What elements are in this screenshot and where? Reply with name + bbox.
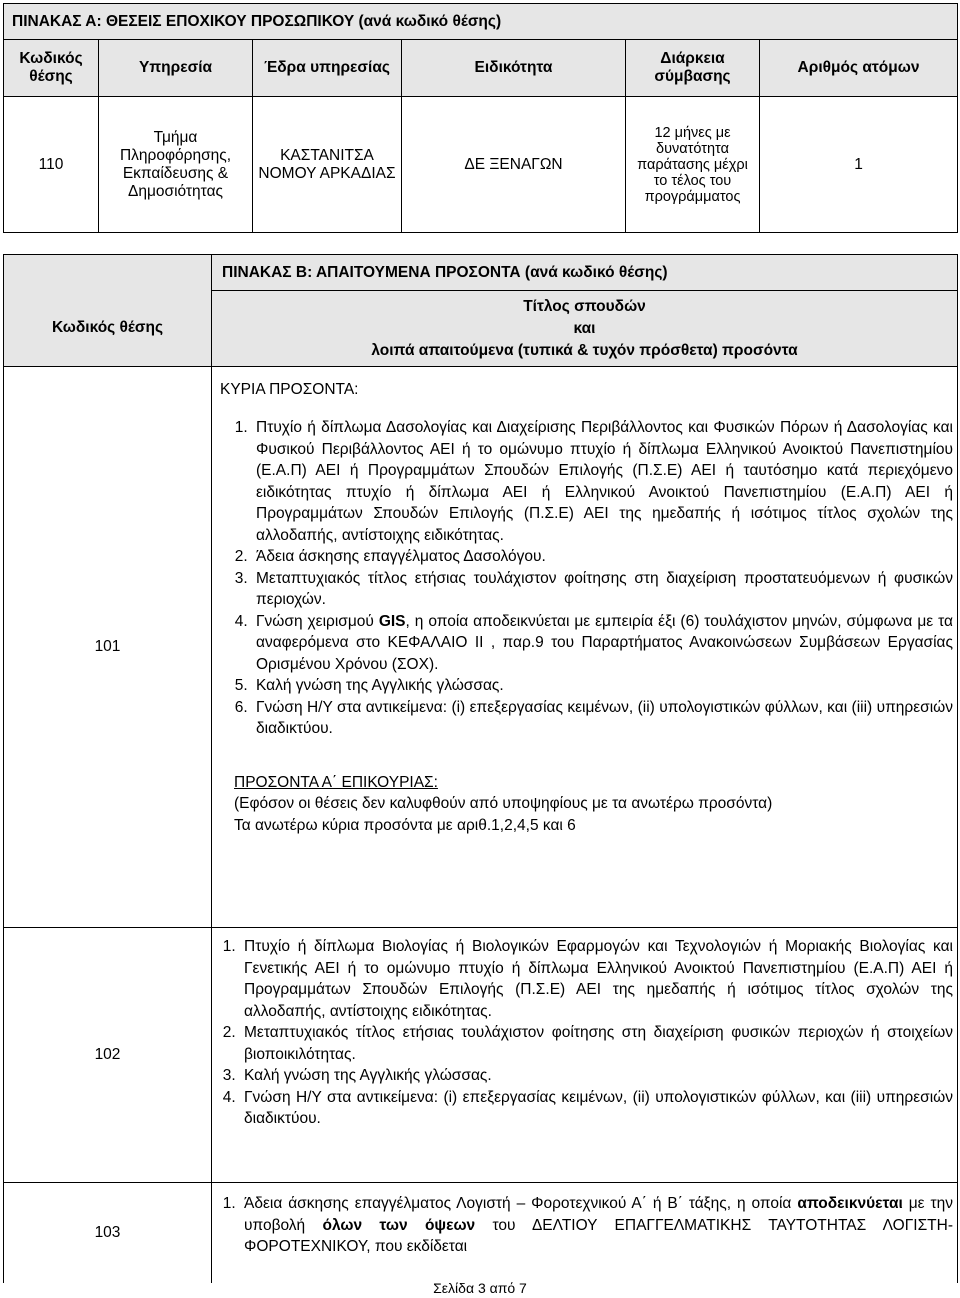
header-specialty: Ειδικότητα bbox=[402, 40, 626, 97]
header-service: Υπηρεσία bbox=[99, 40, 253, 97]
row102-requirements bbox=[212, 928, 958, 1183]
header-req-line2: και bbox=[573, 319, 596, 337]
row-seat: ΚΑΣΤΑΝΙΤΣΑ ΝΟΜΟΥ ΑΡΚΑΔΙΑΣ bbox=[253, 97, 402, 233]
table-a-title: ΠΙΝΑΚΑΣ Α: ΘΕΣΕΙΣ ΕΠΟΧΙΚΟΥ ΠΡΟΣΩΠΙΚΟΥ (ανά κωδικό θέσης) bbox=[4, 4, 958, 40]
row102-list bbox=[212, 936, 953, 1130]
row-code: 110 bbox=[4, 97, 99, 233]
row-duration: 12 μήνες με δυνατότητα παράτασης μέχρι το τέλος του προγράμματος bbox=[626, 97, 760, 233]
header-req-line3: λοιπά απαιτούμενα (τυπικά & τυχόν πρόσθετα) προσόντα bbox=[371, 341, 798, 359]
row103-code: 103 bbox=[4, 1183, 212, 1283]
table-b-title: ΠΙΝΑΚΑΣ Β: ΑΠΑΙΤΟΥΜΕΝΑ ΠΡΟΣΟΝΤΑ (ανά κωδικό θέσης) bbox=[212, 255, 958, 291]
list-item: 1. Πτυχίο ή δίπλωμα Βιολογίας ή Βιολογικών Εφαρμογών και Τεχνολογιών ή Μοριακής Βιολογίας και Γενετικής ΑΕΙ ή το ομώνυμο πτυχίο ή δίπλωμα Ελληνικού Ανοικτού Πανεπιστημίου (Ε.Α.Π) ΑΕΙ ή Προγραμμάτων Σπουδών Επιλογής (Π.Σ.Ε) ΑΕΙ της ημεδαπής ή ισότιμος τίτλος σχολών της αλλοδαπής, αντίστοιχης ειδικότητας. bbox=[240, 936, 953, 1022]
row103-requirements bbox=[212, 1183, 958, 1283]
list-item: 4. Γνώση χειρισμού GIS, η οποία αποδεικνύεται με εμπειρία έξι (6) τουλάχιστον μηνών, σύμφωνα με τα αναφερόμενα στο ΚΕΦΑΛΑΙΟ ΙΙ , παρ.9 του Παραρτήματος Ανακοινώσεων Συμβάσεων Εργασίας Ορισμένου Χρόνου (ΣΟΧ). bbox=[252, 611, 953, 676]
auxiliary-qualifications bbox=[234, 772, 953, 837]
header-persons: Αριθμός ατόμων bbox=[760, 40, 958, 97]
header-code: Κωδικός θέσης bbox=[4, 40, 99, 97]
row102-code: 102 bbox=[4, 928, 212, 1183]
row103-list bbox=[212, 1193, 953, 1258]
list-item: 1. Πτυχίο ή δίπλωμα Δασολογίας και Διαχείρισης Περιβάλλοντος και Φυσικών Πόρων ή Δασολογίας και Φυσικού Περιβάλλοντος ΑΕΙ ή το ομώνυμο πτυχίο ή δίπλωμα Ελληνικού Ανοικτού Πανεπιστημίου (Ε.Α.Π) ΑΕΙ ή Προγραμμάτων Σπουδών Επιλογής (Π.Σ.Ε) ΑΕΙ ή ταυτόσημο κατά περιεχόμενο ειδικότητας πτυχίο ή δίπλωμα ΑΕΙ ή Ελληνικού Ανοικτού Πανεπιστημίου (Ε.Α.Π) ΑΕΙ ή Προγραμμάτων Σπουδών Επιλογής (Π.Σ.Ε) ΑΕΙ της ημεδαπής ή ισότιμος τίτλος σχολών της αλλοδαπής, αντίστοιχης ειδικότητας. bbox=[252, 417, 953, 546]
table-b bbox=[3, 254, 958, 1283]
aux-line2: Τα ανωτέρω κύρια προσόντα με αριθ.1,2,4,5 και 6 bbox=[234, 816, 576, 834]
row101-requirements bbox=[212, 367, 958, 928]
list-item: 2. Άδεια άσκησης επαγγέλματος Δασολόγου. bbox=[252, 546, 953, 568]
aux-label: ΠΡΟΣΟΝΤΑ Α΄ ΕΠΙΚΟΥΡΙΑΣ: bbox=[234, 773, 438, 791]
table-b-header-requirements bbox=[212, 291, 958, 367]
header-req-line1: Τίτλος σπουδών bbox=[523, 297, 646, 315]
main-qualifications-label: ΚΥΡΙΑ ΠΡΟΣΟΝΤΑ: bbox=[220, 381, 359, 398]
list-item: 6. Γνώση Η/Υ στα αντικείμενα: (i) επεξεργασίας κειμένων, (ii) υπολογιστικών φύλλων, και (iii) υπηρεσιών διαδικτύου. bbox=[252, 697, 953, 740]
table-a bbox=[3, 3, 958, 233]
row101-code: 101 bbox=[4, 367, 212, 928]
page-footer: Σελίδα 3 από 7 bbox=[433, 1280, 527, 1296]
row-persons: 1 bbox=[760, 97, 958, 233]
aux-line1: (Εφόσον οι θέσεις δεν καλυφθούν από υποψηφίους με τα ανωτέρω προσόντα) bbox=[234, 795, 773, 812]
row-service: Τμήμα Πληροφόρησης, Εκπαίδευσης & Δημοσιότητας bbox=[99, 97, 253, 233]
list-item: 4. Γνώση Η/Υ στα αντικείμενα: (i) επεξεργασίας κειμένων, (ii) υπολογιστικών φύλλων, και (iii) υπηρεσιών διαδικτύου. bbox=[240, 1087, 953, 1130]
row101-list bbox=[220, 417, 953, 740]
header-seat: Έδρα υπηρεσίας bbox=[253, 40, 402, 97]
list-item: 1. Άδεια άσκησης επαγγέλματος Λογιστή – Φοροτεχνικού Α΄ ή Β΄ τάξης, η οποία αποδεικνύεται με την υποβολή όλων των όψεων του ΔΕΛΤΙΟΥ ΕΠΑΓΓΕΛΜΑΤΙΚΗΣ ΤΑΥΤΟΤΗΤΑΣ ΛΟΓΙΣΤΗ- ΦΟΡΟΤΕΧΝΙΚΟΥ, που εκδίδεται bbox=[240, 1193, 953, 1258]
list-item: 5. Καλή γνώση της Αγγλικής γλώσσας. bbox=[252, 675, 953, 697]
list-item: 2. Μεταπτυχιακός τίτλος ετήσιας τουλάχιστον φοίτησης στη διαχείριση φυσικών περιοχών ή στοιχείων βιοποικιλότητας. bbox=[240, 1022, 953, 1065]
list-item: 3. Μεταπτυχιακός τίτλος ετήσιας τουλάχιστον φοίτησης στη διαχείριση προστατευόμενων ή φυσικών περιοχών. bbox=[252, 568, 953, 611]
table-b-header-code: Κωδικός θέσης bbox=[4, 291, 212, 367]
list-item: 3. Καλή γνώση της Αγγλικής γλώσσας. bbox=[240, 1065, 953, 1087]
header-duration: Διάρκεια σύμβασης bbox=[626, 40, 760, 97]
row-specialty: ΔΕ ΞΕΝΑΓΩΝ bbox=[402, 97, 626, 233]
